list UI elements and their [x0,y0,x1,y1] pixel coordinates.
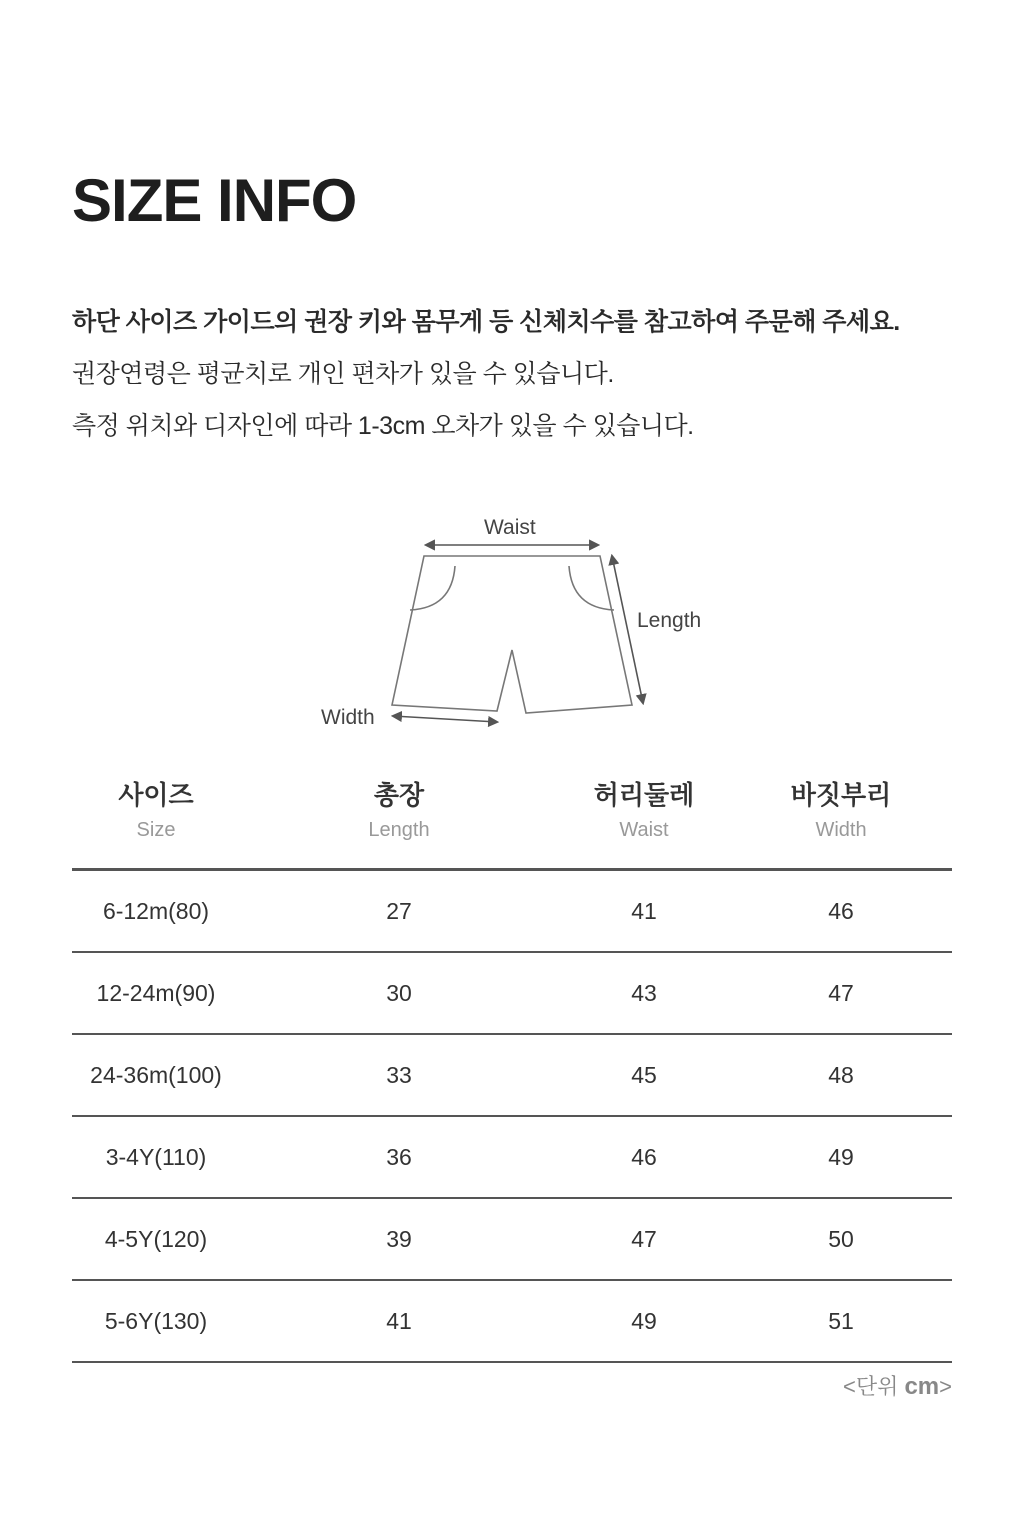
width-arrow [393,716,497,722]
guide-note: 측정 위치와 디자인에 따라 1-3cm 오차가 있을 수 있습니다. [72,412,694,440]
cell-waist: 47 [631,1225,657,1252]
cell-length: 27 [386,897,412,924]
cell-width: 48 [828,1061,854,1088]
unit-value: cm [904,1373,940,1400]
unit-suffix: > [939,1374,952,1399]
cell-size: 3-4Y(110) [105,1143,207,1170]
shorts-measurement-diagram [0,500,1024,740]
header-size [72,772,240,868]
cell-size: 24-36m(100) [90,1061,222,1088]
header-length [240,772,558,868]
header-width [730,772,952,868]
table-row [72,871,952,953]
cell-length: 30 [386,979,412,1006]
width-label: Width [321,706,375,729]
table-row [72,1281,952,1363]
shorts-outline [392,556,632,713]
cell-width: 47 [828,979,854,1006]
cell-size: 12-24m(90) [96,979,216,1006]
cell-length: 41 [386,1307,412,1334]
page-title: SIZE INFO [72,167,357,234]
size-table [72,772,952,1363]
cell-length: 39 [386,1225,412,1252]
unit-prefix: <단위 [842,1374,905,1399]
table-row [72,1199,952,1281]
cell-length: 36 [386,1143,412,1170]
header-label-ko: 바짓부리 [790,780,892,810]
guide-notes [72,296,900,452]
cell-waist: 49 [631,1307,657,1334]
waist-label: Waist [484,516,536,539]
table-header [72,772,952,871]
cell-width: 50 [828,1225,854,1252]
cell-width: 49 [828,1143,854,1170]
cell-length: 33 [386,1061,412,1088]
header-label-ko: 허리둘레 [593,780,695,810]
header-label-ko: 총장 [373,780,425,810]
table-row [72,1035,952,1117]
cell-size: 6-12m(80) [102,897,210,924]
cell-width: 51 [828,1307,854,1334]
cell-waist: 43 [631,979,657,1006]
table-row [72,1117,952,1199]
header-label-en: Waist [619,819,669,841]
header-label-ko: 사이즈 [118,780,194,810]
cell-size: 4-5Y(120) [104,1225,208,1252]
cell-waist: 41 [631,897,657,924]
header-label-en: Length [368,819,430,841]
guide-note: 권장연령은 평균치로 개인 편차가 있을 수 있습니다. [72,360,614,388]
table-row [72,953,952,1035]
header-label-en: Width [815,819,867,841]
cell-waist: 46 [631,1143,657,1170]
cell-waist: 45 [631,1061,657,1088]
unit-note [843,1370,952,1401]
cell-width: 46 [828,897,854,924]
header-waist [558,772,730,868]
length-label: Length [637,609,702,632]
header-label-en: Size [136,819,176,841]
cell-size: 5-6Y(130) [104,1307,208,1334]
guide-note: 하단 사이즈 가이드의 권장 키와 몸무게 등 신체치수를 참고하여 주문해 주세요. [72,308,900,336]
